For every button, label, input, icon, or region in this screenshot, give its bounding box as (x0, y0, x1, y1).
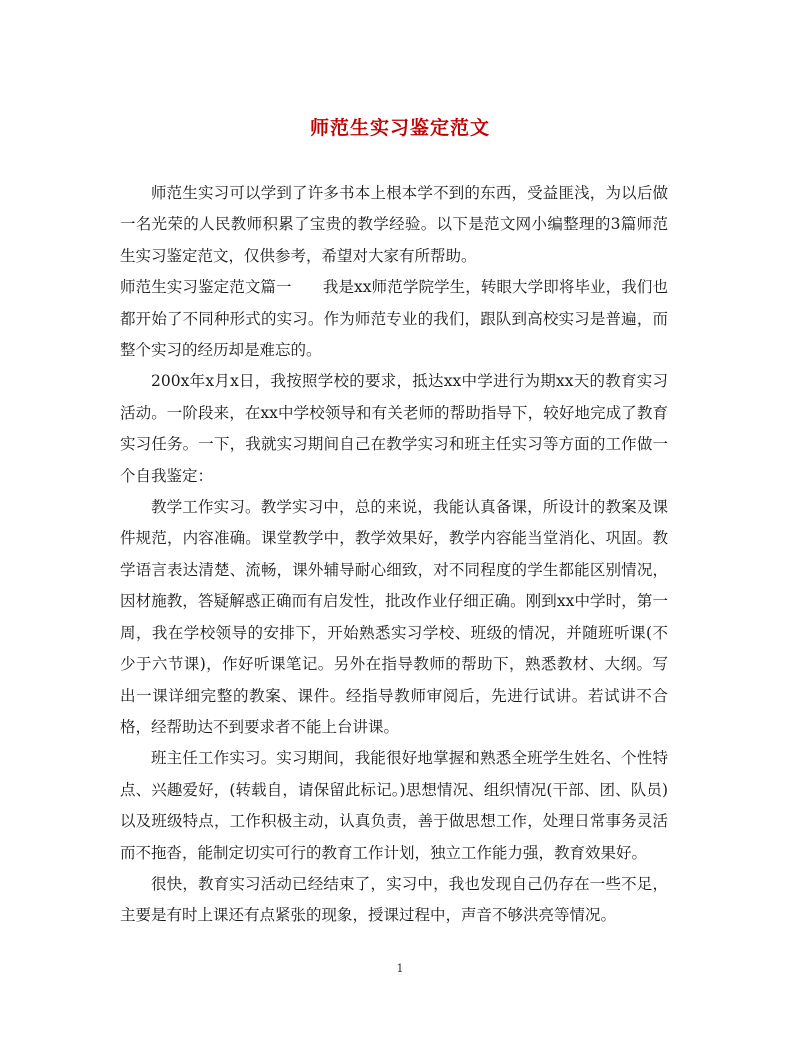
page-number: 1 (396, 962, 404, 975)
document-title: 师范生实习鉴定范文 (309, 117, 490, 139)
document-body (120, 178, 668, 932)
paragraph-intro: 师范生实习可以学到了许多书本上根本学不到的东西，受益匪浅，为以后做一名光荣的人民教师积累了宝贵的教学经验。以下是范文网小编整理的3篇师范生实习鉴定范文，仅供参考，希望对大家有所帮助。 (120, 184, 668, 265)
paragraph-teaching-practice: 教学工作实习。教学实习中，总的来说，我能认真备课，所设计的教案及课件规范，内容准确。课堂教学中，教学效果好，教学内容能当堂消化、巩固。教学语言表达清楚、流畅，课外辅导耐心细致，对不同程度的学生都能区别情况，因材施教，答疑解惑正确而有启发性，批改作业仔细正确。刚到xx中学时，第一周，我在学校领导的安排下，开始熟悉实习学校、班级的情况，并随班听课(不少于六节课)，作好听课笔记。另外在指导教师的帮助下，熟悉教材、大纲。写出一课详细完整的教案、课件。经指导教师审阅后，先进行试讲。若试讲不合格，经帮助达不到要求者不能上台讲课。 (120, 498, 668, 736)
paragraph-section-one: 师范生实习鉴定范文篇一 我是xx师范学院学生，转眼大学即将毕业，我们也都开始了不同种形式的实习。作为师范专业的我们，跟队到高校实习是普遍，而整个实习的经历却是难忘的。 (120, 278, 668, 360)
paragraph-shortcomings: 很快，教育实习活动已经结束了，实习中，我也发现自己仍存在一些不足，主要是有时上课还有点紧张的现象，授课过程中，声音不够洪亮等情况。 (120, 874, 668, 925)
paragraph-class-teacher-practice: 班主任工作实习。实习期间，我能很好地掌握和熟悉全班学生姓名、个性特点、兴趣爱好，(转载自，请保留此标记。)思想情况、组织情况(干部、团、队员)以及班级特点，工作积极主动，认真负责，善于做思想工作，处理日常事务灵活而不拖沓，能制定切实可行的教育工作计划，独立工作能力强，教育效果好。 (120, 749, 668, 862)
paragraph-arrival: 200x年x月x日，我按照学校的要求，抵达xx中学进行为期xx天的教育实习活动。一阶段来，在xx中学校领导和有关老师的帮助指导下，较好地完成了教育实习任务。一下，我就实习期间自己在教学实习和班主任实习等方面的工作做一个自我鉴定： (120, 372, 668, 485)
